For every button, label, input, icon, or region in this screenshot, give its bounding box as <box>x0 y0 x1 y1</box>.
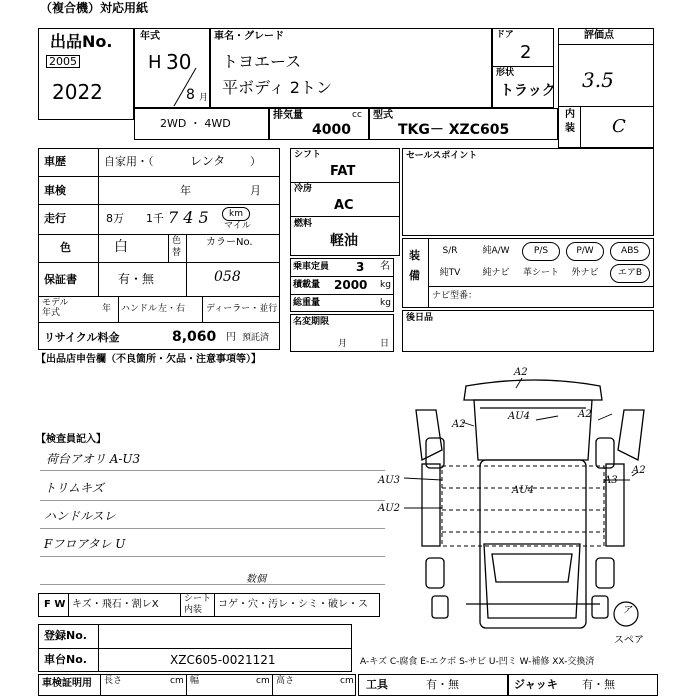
equip-tv: 純TV <box>439 268 461 278</box>
doors-label: ドア <box>496 30 514 40</box>
color-code-value: 058 <box>214 269 241 285</box>
warranty-label: 保証書 <box>44 273 77 286</box>
chassis-label: 車台No. <box>44 653 87 666</box>
damage-mark-3: AU4 <box>508 411 531 422</box>
inspector-label: 【検査員記入】 <box>36 434 106 445</box>
capacity-unit: 名 <box>380 261 390 272</box>
model-label: 型式 <box>373 110 393 121</box>
recycle-value: 8,060 <box>172 329 217 345</box>
lot-number-label: 出品No. <box>50 32 113 51</box>
score-value: 3.5 <box>582 68 614 92</box>
ac-label: 冷房 <box>294 184 313 194</box>
mileage-km-circle: km <box>222 207 250 221</box>
name-change-day: 日 <box>380 339 390 349</box>
shift-label: シフト <box>294 150 322 160</box>
total-weight-label: 総重量 <box>293 298 321 308</box>
mileage-value: 7 4 5 <box>168 208 209 227</box>
fw-text: キズ・飛石・割レX <box>72 599 159 610</box>
name-change-month: 月 <box>338 339 348 349</box>
inspector-note-2: トリムキズ <box>44 481 104 495</box>
mileage-label: 走行 <box>44 212 66 225</box>
score-label: 評価点 <box>584 30 614 41</box>
vehicle-name: トヨエース <box>222 52 302 71</box>
lot-sub-number: 2005 <box>46 55 80 68</box>
sales-point-label: セールスポイント <box>406 151 478 161</box>
equipment-label-2: 備 <box>409 269 420 282</box>
total-weight-unit: kg <box>380 298 391 308</box>
displacement-label: 排気量 <box>273 110 303 121</box>
seat-label-2: 内装 <box>184 605 203 615</box>
recycle-unit: 円 <box>226 332 236 343</box>
capacity-value: 3 <box>356 260 365 274</box>
later-items-label: 後日品 <box>406 313 434 323</box>
equip-external-navi: 外ナビ <box>571 268 599 278</box>
history-own: 自家用・（ <box>104 155 154 168</box>
registration-label: 登録No. <box>44 629 87 642</box>
model-year-year: 年 <box>102 304 112 314</box>
year-month: 8 <box>186 87 195 103</box>
color-code-label: カラーNo. <box>206 237 253 248</box>
damage-mark-8: AU4 <box>512 485 535 496</box>
capacity-label: 乗車定員 <box>293 262 330 272</box>
year-era: H <box>148 52 162 73</box>
model-year-handle: ハンドル <box>121 304 158 314</box>
history-close: ） <box>250 155 261 168</box>
later-items-box <box>402 310 654 352</box>
chassis-value: XZC605-0021121 <box>170 653 276 667</box>
equipment-label-1: 装 <box>409 249 420 262</box>
damage-mark-1: A2 <box>514 367 528 378</box>
displacement-unit: cc <box>352 110 362 120</box>
equip-sr: S/R <box>442 246 458 256</box>
damage-mark-7: AU2 <box>378 503 401 514</box>
damage-legend: A-キズ C-腐食 E-エクボ S-サビ U-凹ミ W-補修 XX-交換済 <box>360 657 595 667</box>
equip-navi: 純ナビ <box>482 268 510 278</box>
ac-value: AC <box>334 198 354 213</box>
vehicle-grade: 平ボディ 2トン <box>222 78 332 97</box>
mileage-sen: 1千 <box>146 212 164 225</box>
inspector-note-4: Fフロアタレ U <box>44 537 126 551</box>
interior-value: C <box>612 116 626 137</box>
mileage-man: 8万 <box>106 212 124 225</box>
inspection-label: 車検 <box>44 184 66 197</box>
damage-mark-2: A2 <box>452 419 466 430</box>
tools-label: 工具 <box>366 678 388 691</box>
color-label: 色 <box>60 241 71 254</box>
certificate-height: 高さ <box>276 676 295 686</box>
damage-mark-9: A3 <box>604 475 618 486</box>
recycle-note: 預託済 <box>242 333 270 343</box>
inspector-note-1: 荷台アオリ A-U3 <box>46 452 141 466</box>
doors-value: 2 <box>520 42 532 63</box>
damage-mark-6: AU3 <box>378 475 401 486</box>
load-label: 積載量 <box>293 280 321 290</box>
mileage-mile: マイル <box>224 221 251 231</box>
model-year-dealer: ディーラー・並行 <box>206 304 278 314</box>
tools-value: 有・無 <box>426 678 459 691</box>
fw-label: F W <box>44 599 66 610</box>
body-value: トラック <box>500 83 556 99</box>
history-label: 車歴 <box>44 155 66 168</box>
equip-power-steering: P/S <box>522 242 560 261</box>
damage-mark-4: A2 <box>578 409 592 420</box>
displacement-value: 4000 <box>312 122 351 138</box>
history-rental: レンタ <box>190 154 226 168</box>
fuel-label: 燃料 <box>294 219 313 229</box>
inspection-year: 年 <box>180 184 191 197</box>
inspector-note-3: ハンドルスレ <box>44 509 116 523</box>
equip-airbag: エアB <box>610 264 650 283</box>
fuel-value: 軽油 <box>330 233 358 249</box>
color-change-label-1: 色 <box>172 236 182 246</box>
certificate-length: 長さ <box>104 676 123 686</box>
drive-value: 2WD ・ 4WD <box>160 117 231 130</box>
seat-handwritten-note: 数個 <box>246 574 266 585</box>
equip-alloy-wheel: 純A/W <box>482 246 510 256</box>
certificate-cm-1: cm <box>170 676 184 686</box>
damage-mark-5: A2 <box>632 465 646 476</box>
equip-power-window: P/W <box>566 242 604 261</box>
seller-notes-label: 【出品店申告欄（不良箇所・欠品・注意事項等）】 <box>36 354 261 365</box>
warranty-value: 有・無 <box>118 272 155 286</box>
year-label: 年式 <box>140 31 160 42</box>
color-change-label-2: 替 <box>172 248 182 258</box>
interior-label-1: 内 <box>565 109 575 120</box>
jack-value: 有・無 <box>582 678 615 691</box>
load-unit: kg <box>380 280 391 290</box>
inspection-month: 月 <box>250 184 261 197</box>
spare-label: スペア <box>614 635 644 646</box>
year-month-unit: 月 <box>199 93 209 103</box>
jack-label: ジャッキ <box>514 678 558 691</box>
model-year-label-2: 年式 <box>42 308 61 318</box>
vehicle-damage-diagram <box>370 368 660 630</box>
seat-text: コゲ・穴・汚レ・シミ・破レ・ス <box>218 599 368 610</box>
certificate-label: 車検証明用 <box>42 678 92 689</box>
certificate-width: 幅 <box>190 676 200 686</box>
details-box <box>38 148 280 350</box>
model-year-label-1: モデル <box>42 298 69 308</box>
certificate-cm-3: cm <box>340 676 354 686</box>
certificate-cm-2: cm <box>256 676 270 686</box>
spare-mark: ア <box>622 605 632 616</box>
name-change-label: 名変期限 <box>293 317 330 327</box>
body-label: 形状 <box>496 68 515 78</box>
model-year-lr: 左・右 <box>158 304 186 314</box>
model-value: TKG－ XZC605 <box>398 122 510 138</box>
navi-model-label: ナビ型番： <box>432 291 478 301</box>
equip-abs: ABS <box>610 242 650 261</box>
sales-point-box <box>402 148 654 236</box>
seat-label-1: シート <box>184 594 212 604</box>
year-number: 30 <box>166 50 192 74</box>
vehicle-label: 車名・グレード <box>214 31 284 42</box>
recycle-label: リサイクル料金 <box>44 331 120 344</box>
color-value: 白 <box>114 239 128 255</box>
lot-number-value: 2022 <box>52 80 103 104</box>
interior-label-2: 装 <box>565 123 575 134</box>
equip-leather-seat: 革シート <box>522 268 559 278</box>
shift-value: FAT <box>330 164 356 179</box>
form-title: （複合機）対応用紙 <box>40 1 149 15</box>
load-value: 2000 <box>334 278 368 292</box>
